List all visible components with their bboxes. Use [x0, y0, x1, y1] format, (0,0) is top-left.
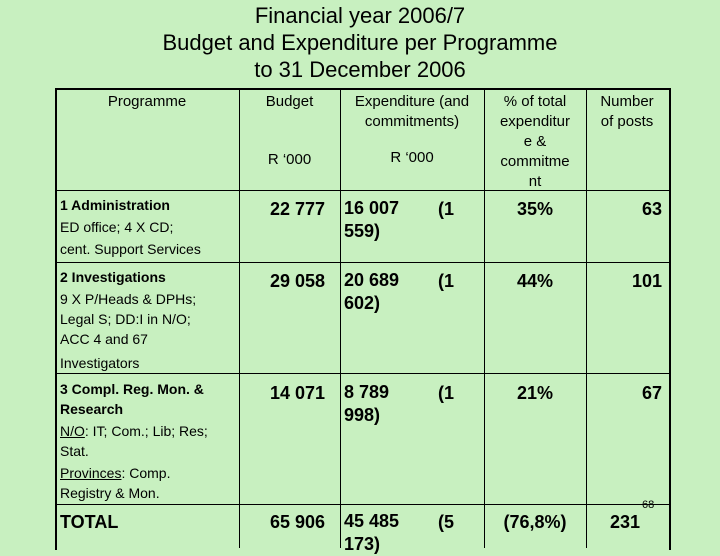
row-divider	[55, 262, 669, 263]
header-posts: Number of posts	[600, 93, 654, 130]
row-expenditure-paren: (1	[438, 383, 455, 403]
table-row: 1 Administration ED office; 4 X CD; cent. Support Services	[60, 195, 238, 259]
total-label: TOTAL	[60, 512, 119, 532]
row-percent: 21%	[516, 383, 554, 403]
column-divider	[239, 88, 240, 548]
total-posts: 231	[609, 512, 640, 532]
row-programme: 1 Administration	[60, 197, 170, 213]
row-percent: 35%	[516, 199, 554, 219]
total-budget: 65 906	[270, 512, 326, 532]
row-programme: 3 Compl. Reg. Mon. &	[60, 381, 204, 397]
row-posts: 101	[631, 271, 662, 291]
header-budget: Budget	[265, 93, 314, 110]
row-expenditure: 16 007 559)	[344, 198, 400, 241]
row-expenditure-paren: (1	[438, 199, 455, 219]
row-programme: 2 Investigations	[60, 269, 166, 285]
page-number: 68	[642, 499, 655, 511]
header-programme: Programme	[107, 93, 187, 110]
row-budget: 22 777	[270, 199, 326, 219]
header-expenditure-unit: R ‘000	[390, 149, 434, 166]
total-expenditure-paren: (5	[438, 512, 455, 532]
row-divider	[55, 504, 669, 505]
title-line-3: to 31 December 2006	[254, 57, 466, 82]
row-budget: 14 071	[270, 383, 326, 403]
row-expenditure: 8 789 998)	[344, 382, 390, 425]
row-percent: 44%	[516, 271, 554, 291]
title-line-2: Budget and Expenditure per Programme	[162, 30, 558, 55]
header-percent: % of total expenditur e & commitme nt	[499, 93, 571, 190]
total-expenditure: 45 485 173)	[344, 511, 400, 554]
page-title	[0, 2, 720, 83]
row-budget: 29 058	[270, 271, 326, 291]
row-expenditure: 20 689 602)	[344, 270, 400, 313]
header-budget-unit: R ‘000	[267, 151, 312, 168]
column-divider	[586, 88, 587, 548]
table-row: 2 Investigations 9 X P/Heads & DPHs; Legal S; DD:I in N/O; ACC 4 and 67 Investigators	[60, 267, 238, 373]
table-row: 3 Compl. Reg. Mon. & Research N/O: IT; Com.; Lib; Res; Stat. Provinces: Comp. Registry & Mon.	[60, 379, 238, 503]
column-divider	[484, 88, 485, 548]
row-posts: 67	[641, 383, 662, 403]
header-expenditure: Expenditure (and commitments)	[354, 93, 470, 130]
row-posts: 63	[641, 199, 662, 219]
total-percent: (76,8%)	[503, 512, 567, 532]
title-line-1: Financial year 2006/7	[254, 3, 466, 28]
row-expenditure-paren: (1	[438, 271, 455, 291]
row-divider	[55, 373, 669, 374]
column-divider	[340, 88, 341, 548]
